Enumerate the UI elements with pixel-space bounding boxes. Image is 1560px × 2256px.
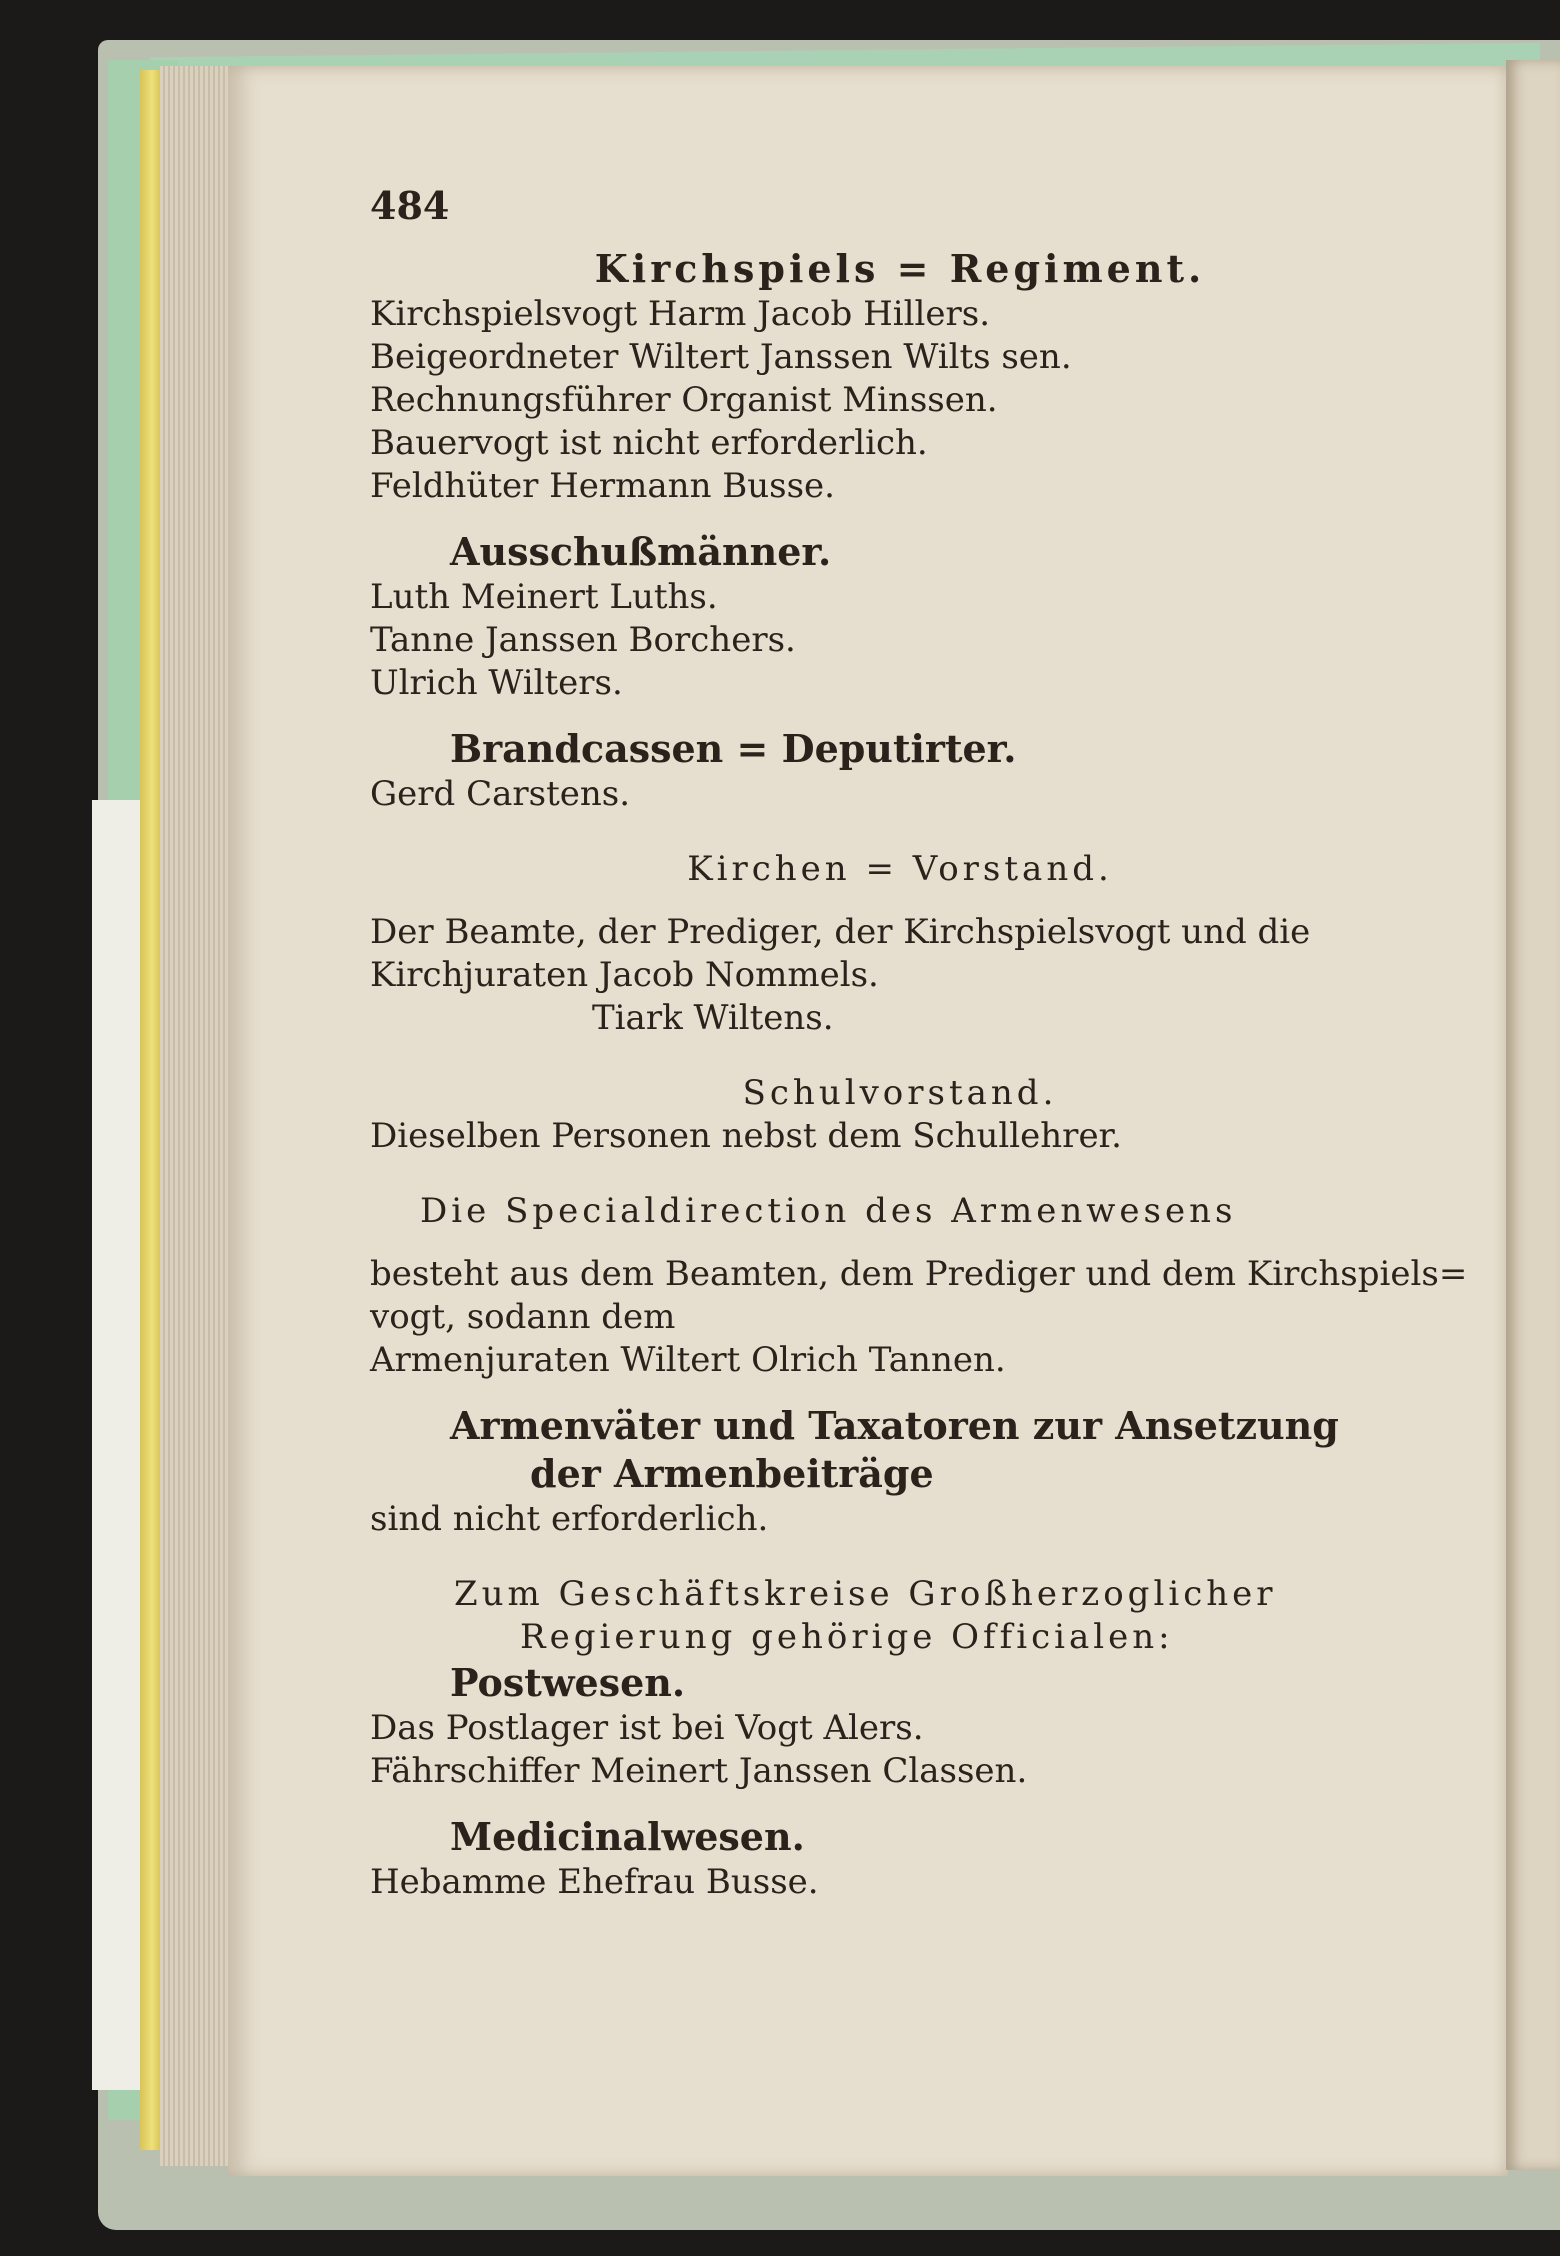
text-line: Beigeordneter Wiltert Janssen Wilts sen. [370,337,1072,377]
section-heading: Die Specialdirection des Armenwesens [420,1191,1237,1231]
section-heading: Kirchen = Vorstand. [687,849,1113,889]
text-line: Ulrich Wilters. [370,663,623,703]
section-heading: Medicinalwesen. [450,1814,805,1859]
text-line: Das Postlager ist bei Vogt Alers. [370,1708,924,1748]
page-number: 484 [370,183,450,228]
page-text [370,183,1468,1904]
text-line: Armenjuraten Wiltert Olrich Tannen. [370,1340,1006,1380]
section-heading: Ausschußmänner. [450,529,832,574]
section-heading: Kirchspiels = Regiment. [594,246,1206,291]
text-line: sind nicht erforderlich. [370,1499,769,1539]
text-line: Gerd Carstens. [370,774,631,814]
text-line: Hebamme Ehefrau Busse. [370,1862,819,1902]
text-line: Dieselben Personen nebst dem Schullehrer. [370,1116,1122,1156]
text-line: Luth Meinert Luths. [370,577,718,617]
section-heading: Armenväter und Taxatoren zur Ansetzung [450,1403,1339,1448]
section-heading: Postwesen. [450,1660,686,1705]
section-heading-continued: der Armenbeiträge [530,1451,934,1496]
facing-page-edge [1506,60,1560,2170]
section-heading-continued: Regierung gehörige Officialen: [520,1617,1174,1657]
text-line: Kirchjuraten Jacob Nommels. [370,955,879,995]
text-line: Fährschiffer Meinert Janssen Classen. [370,1751,1028,1791]
section-heading: Brandcassen = Deputirter. [450,726,1017,771]
inserted-white-sheet [92,800,142,2090]
section-heading: Schulvorstand. [742,1073,1058,1113]
text-line: Tiark Wiltens. [592,998,834,1038]
text-line: vogt, sodann dem [370,1297,676,1337]
text-line: Rechnungsführer Organist Minssen. [370,380,998,420]
text-line: besteht aus dem Beamten, dem Prediger und dem Kirchspiels= [370,1254,1468,1294]
text-line: Feldhüter Hermann Busse. [370,466,835,506]
section-heading: Zum Geschäftskreise Großherzoglicher [454,1574,1277,1614]
text-line: Tanne Janssen Borchers. [370,620,796,660]
text-line: Kirchspielsvogt Harm Jacob Hillers. [370,294,991,334]
text-line: Der Beamte, der Prediger, der Kirchspielsvogt und die [370,912,1311,952]
text-line: Bauervogt ist nicht erforderlich. [370,423,928,463]
